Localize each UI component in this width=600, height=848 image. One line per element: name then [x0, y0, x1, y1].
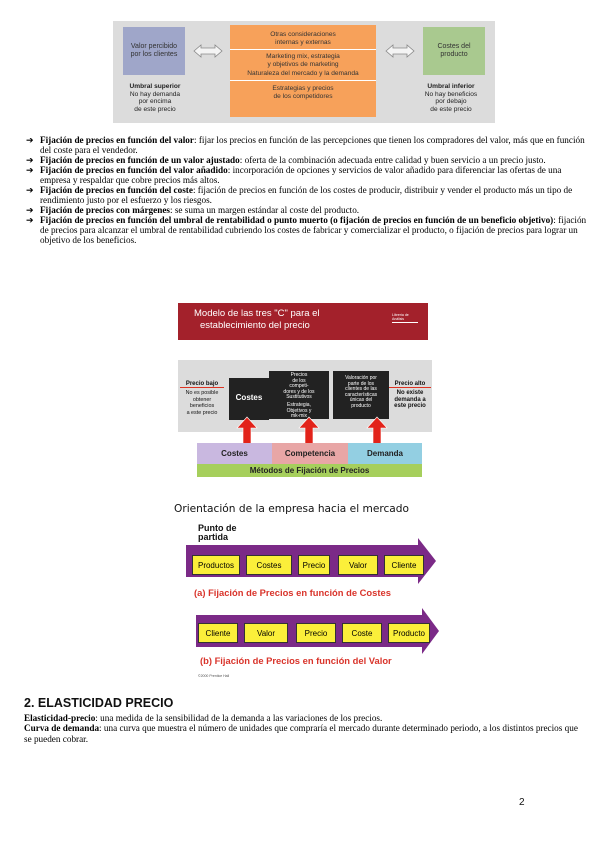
orientation-title: Orientación de la empresa hacia el mercado: [174, 503, 409, 515]
section-title: 2. ELASTICIDAD PRECIO: [24, 696, 174, 710]
arrow-bullet-icon: ➔: [26, 135, 34, 145]
pricing-methods-list: [26, 135, 588, 245]
definition-elasticity: Elasticidad-precio: una medida de la sensibilidad de la demanda a las variaciones de los precios.: [24, 713, 383, 723]
methods-footer: Métodos de Fijación de Precios: [197, 464, 422, 477]
costs-block: Costes: [229, 378, 269, 420]
publisher-logo: Librería de Análisis: [392, 313, 418, 323]
method-demanda: Demanda: [348, 443, 422, 464]
value-cost-diagram: [113, 21, 495, 123]
list-item: ➔ Fijación de precios en función de un valor ajustado: oferta de la combinación adecuada entre calidad y buen servicio a un precio justo.: [26, 155, 546, 165]
chip-a-3: Precio: [298, 555, 330, 575]
high-price-label: Precio alto No existe demanda a este precio: [389, 381, 431, 410]
three-c-arrows: [178, 414, 432, 444]
double-arrow-icon: [385, 43, 415, 59]
method-competencia: Competencia: [272, 443, 348, 464]
caption-a: (a) Fijación de Precios en función de Costes: [194, 587, 391, 598]
method-costes: Costes: [197, 443, 272, 464]
three-c-title: Modelo de las tres "C" para el establecimiento del precio Librería de Análisis: [178, 303, 428, 340]
chip-a-5: Cliente: [384, 555, 424, 575]
low-price-label: Precio bajo No es posible obtener beneficios a este precio: [180, 381, 224, 416]
chip-b-3: Precio: [296, 623, 336, 643]
arrow-bullet-icon: ➔: [26, 155, 34, 165]
list-item: ➔ Fijación de precios en función del valor añadido: incorporación de opciones y servicios de valor añadido para diferenciar las ofertas de una empresa y respaldar que cobre precios más altos.: [26, 165, 562, 185]
valuation-block: Valoración por parte de los clientes de las características únicas del producto: [333, 371, 389, 419]
considerations-box: Otras consideraciones internas y externas Marketing mix, estrategia y objetivos de marketing Naturaleza del mercado y la demanda Estrategias y precios de los competidores: [230, 25, 376, 117]
cost-box: Costes del producto: [423, 27, 485, 75]
definition-demand-curve: Curva de demanda: una curva que muestra el número de unidades que compraría el mercado durante determinado periodo, a los distintos precios que se pueden cobrar.: [24, 723, 578, 744]
chip-b-2: Valor: [244, 623, 288, 643]
value-box: Valor percibido por los clientes: [123, 27, 185, 75]
lower-threshold: Umbral inferior No hay beneficios por debajo de este precio: [424, 83, 478, 113]
caption-b: (b) Fijación de Precios en función del Valor: [200, 655, 392, 666]
arrow-bullet-icon: ➔: [26, 185, 34, 195]
list-item: ➔ Fijación de precios en función del umbral de rentabilidad o punto muerto (o fijación de precios en función de un beneficio objetivo): fijación de precios para alcanzar el umbral de rentabilidad cubriendo los costes de fabricar y comercializar el producto, o fijación de precios para lograr un objetivo de los beneficios.: [26, 215, 587, 245]
chip-a-2: Costes: [246, 555, 292, 575]
copyright-note: ©2000 Prentice Hall: [198, 674, 230, 678]
list-item: ➔ Fijación de precios en función del valor: fijar los precios en función de las percepciones que tienen los compradores del valor, más que en función del coste para el vendedor.: [26, 135, 585, 155]
chip-b-5: Producto: [388, 623, 430, 643]
arrow-bullet-icon: ➔: [26, 205, 34, 215]
upper-threshold: Umbral superior No hay demanda por encima de este precio: [129, 83, 181, 113]
list-item: ➔ Fijación de precios con márgenes: se suma un margen estándar al coste del producto.: [26, 205, 360, 215]
list-item: ➔ Fijación de precios en función del coste: fijación de precios en función de los costes de producir, distribuir y vender el producto más un tipo de rendimiento justo por el esfuerzo y los riesgos.: [26, 185, 573, 205]
section-body: [24, 713, 586, 744]
arrow-bullet-icon: ➔: [26, 165, 34, 175]
chip-b-1: Cliente: [198, 623, 238, 643]
page-number: 2: [519, 797, 525, 808]
start-point-label: Punto de partida: [198, 523, 237, 542]
up-arrow-icon: [367, 417, 387, 444]
competitor-block: Precios de los competi- dores y de los Sustitutivos Estrategia, Objetivos y mk-mix: [269, 371, 329, 419]
up-arrow-icon: [299, 417, 319, 444]
chip-b-4: Coste: [342, 623, 382, 643]
up-arrow-icon: [237, 417, 257, 444]
chip-a-1: Productos: [192, 555, 240, 575]
arrow-bullet-icon: ➔: [26, 215, 34, 225]
chip-a-4: Valor: [338, 555, 378, 575]
double-arrow-icon: [193, 43, 223, 59]
